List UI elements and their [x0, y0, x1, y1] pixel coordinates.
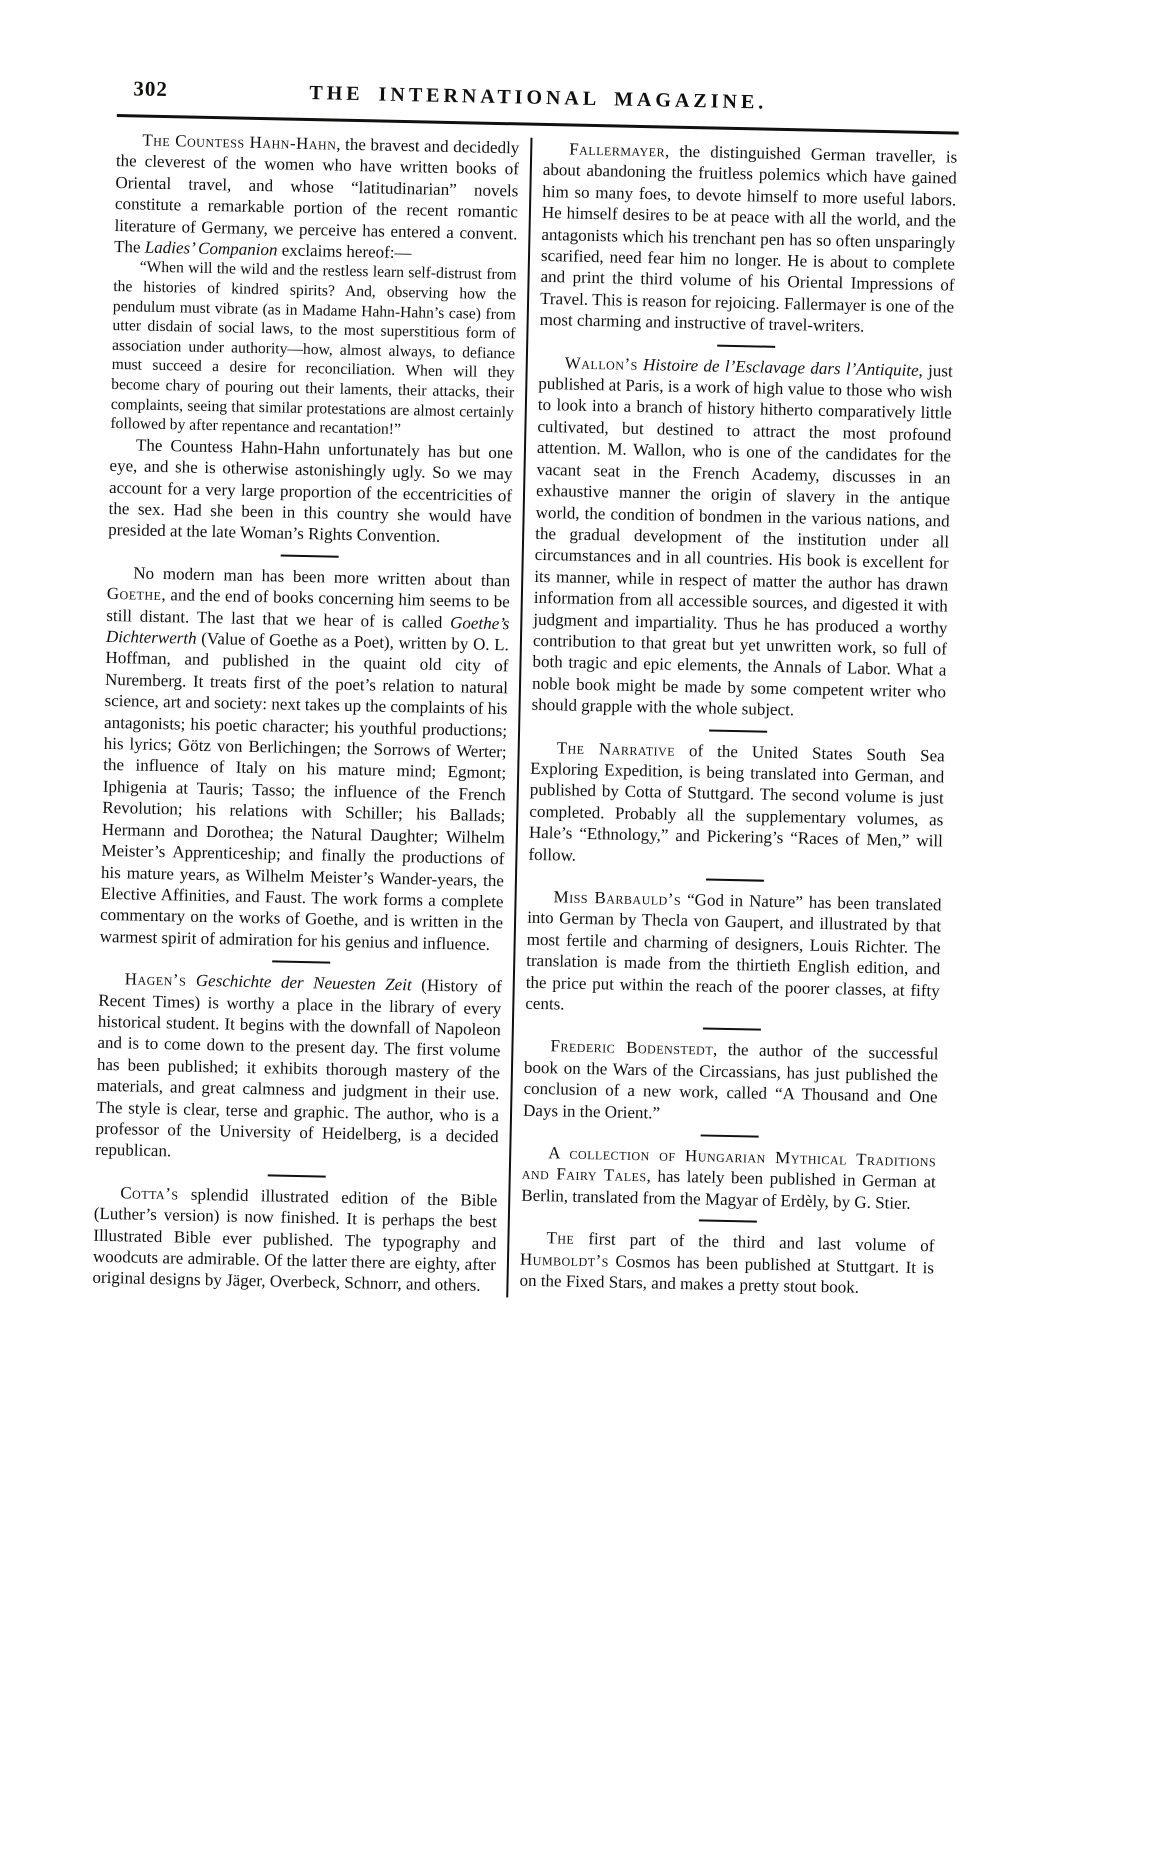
italic-title-text: Goethe’s Dichterwerth	[105, 612, 510, 648]
paragraph	[521, 1142, 936, 1215]
smallcaps-text: Frederic Bodenstedt	[550, 1036, 714, 1060]
body-text	[186, 971, 196, 990]
smallcaps-text: Cotta’s	[120, 1183, 179, 1204]
paragraph	[528, 736, 945, 873]
section-divider-rule	[701, 1135, 759, 1138]
section-divider-rule	[709, 729, 767, 732]
paragraph	[519, 1227, 934, 1300]
body-text: (Value of Goethe as a Poet), written by O. L. Hoffman, and published in the quaint old city of Nuremberg. It treats first of the poet’s relation to natural science, art and society: next takes up the complaints of his antagonists; his poetic character; his youthful productions; his lyrics; Götz von Berlichingen; the Sorrows of Werter; the influence of Italy on his mature mind; Egmont; Iphigenia at Tauris; Tasso; the influence of the French Revolution; his relations with Schiller; his Ballads; Hermann and Dorothea; the Natural Daughter; Wilhelm Meister’s Apprenticeship; and finally the productions of his mature years, as Wilhelm Meister’s Wander-years, the Elective Affinities, and Faust. The work forms a complete commentary on the works of Goethe, and is written in the warmest spirit of admiration for his genius and influence.	[99, 628, 510, 954]
paragraph	[92, 1182, 497, 1297]
two-column-body	[92, 119, 958, 1306]
body-text: The Countess Hahn-Hahn unfortunately has but one eye, and she is otherwise astonishingly ugly. So we may account for a very large proportion of the eccentricities of the sex. Had she been in this country she would have presided at the late Woman’s Rights Convention.	[108, 435, 514, 547]
paragraph	[523, 1035, 939, 1129]
smallcaps-text: A collection of Hungarian Mythical Traditions and Fairy Tales	[521, 1143, 937, 1186]
body-text: “God in Nature” has been translated into German by Thecla von Gaupert, and illustrated by that most fertile and charming of designers, Louis Richter. The translation is made from the thirtieth English edition, and the price put within the reach of the poorer classes, at fifty cents.	[525, 889, 942, 1014]
smallcaps-text: Wallon’s	[564, 353, 639, 374]
body-text: , has lately been published in German at Berlin, translated from the Magyar of Erdèly, by G. Stier.	[521, 1166, 936, 1213]
paragraph	[110, 257, 517, 442]
body-text: Cosmos has been published at Stuttgart. It is on the Fixed Stars, and makes a pretty stout book.	[519, 1251, 935, 1297]
smallcaps-text: The	[546, 1228, 575, 1249]
italic-title-text: Geschichte der Neuesten Zeit	[195, 970, 412, 995]
smallcaps-text: Humboldt’s	[519, 1249, 610, 1271]
smallcaps-text: Fallermayer	[569, 139, 666, 161]
smallcaps-text: The Narrative	[556, 737, 676, 760]
smallcaps-text: Goethe	[106, 584, 162, 605]
right-column	[519, 138, 957, 1306]
smallcaps-text: Hagen’s	[124, 969, 187, 990]
body-text: splendid illustrated edition of the Bible (Luther’s version) is now finished. It is perhaps the best Illustrated Bible ever published. The typography and woodcuts are admirable. Of the latter there are eighty, after original designs by Jäger, Overbeck, Schnorr, and others.	[92, 1184, 498, 1296]
left-column	[92, 129, 519, 1297]
paragraph	[525, 886, 942, 1023]
body-text: , and the end of books concerning him seems to be still distant. The last that we hear of is called	[106, 585, 510, 632]
section-divider-rule	[717, 344, 775, 347]
scanned-content	[92, 62, 960, 1306]
body-text: exclaims hereof:—	[277, 240, 412, 263]
section-divider-rule	[267, 1174, 325, 1177]
body-text: No modern man has been more written about than	[133, 563, 511, 591]
body-text: first part of the third and last volume of	[574, 1229, 935, 1256]
smallcaps-text: The Countess Hahn-Hahn	[142, 130, 337, 154]
section-divider-rule	[280, 554, 338, 557]
body-text: , the author of the successful book on the Wars of the Circassians, has just published the conclusion of a new work, called “A Thousand and One Days in the Orient.”	[522, 1040, 939, 1123]
body-text: of the United States South Sea Exploring Expedition, is being translated into German, and published by Cotta of Stuttgard. The second volume is just completed. Probably all the supplementary volumes, as Hale’s “Ethnology,” and Pickering’s “Races of Men,” will follow.	[528, 740, 945, 865]
paragraph	[95, 968, 502, 1169]
paragraph	[531, 352, 953, 724]
paragraph	[108, 434, 513, 549]
body-text: “When will the wild and the restless learn self-distrust from the histories of kindred spirits? And, observing how the pendulum must vibrate (as in Madame Hahn-Hahn’s case) from utter disdain of social laws, to the most superstitious form of association under authority—how, almost always, to defiance must succeed a desire for reconciliation. When will they become chary of pouring out their laments, their attacks, their complaints, seeing that similar protestations are almost certainly followed by after repentance and recantation!”	[110, 258, 517, 439]
body-text: , just published at Paris, is a work of high value to those who wish to look into a branch of history hitherto comparatively little cultivated, but destined to attract the most profound attention. M. Wallon, who is one of the candidates for the vacant seat in the French Academy, discusses in an exhaustive manner the origin of slavery in the antique world, the condition of bondmen in the various nations, and the gradual development of the institution under all circumstances and in all countries. His book is excellent for its manner, while in respect of matter the author has drawn information from all accessible sources, and digested it with judgment and impartiality. Thus he has produced a worthy contribution to that great but yet unwritten work, so full of both tragic and epic elements, the Annals of Labor. What a noble book might be made by some competent writer who should grapple with the whole subject.	[531, 360, 953, 720]
smallcaps-text: Miss Barbauld’s	[553, 887, 682, 909]
section-divider-rule	[703, 1028, 761, 1031]
page-number: 302	[133, 76, 169, 102]
body-text: (History of Recent Times) is worthy a place in the library of every historical student. It begins with the downfall of Napoleon and is to come down to the present day. The first volume has been published; it exhibits thorough mastery of the materials, and great calmness and judgment in their use. The style is clear, terse and graphic. The author, who is a professor of the University of Heidelberg, is a decided republican.	[95, 975, 502, 1161]
body-text: , the bravest and decidedly the cleverest of the women who have written books of Oriental travel, and whose “latitudinarian” novels constitute a remarkable portion of the recent romantic literature of Germany, we perceive has entered a convent. The	[113, 134, 520, 257]
page-title: THE INTERNATIONAL MAGAZINE.	[309, 82, 768, 114]
italic-title-text: Histoire de l’Esclavage dars l’Antiquite	[642, 354, 919, 380]
italic-title-text: Ladies’ Companion	[144, 237, 278, 260]
section-divider-rule	[706, 878, 764, 881]
body-text: , the distinguished German traveller, is about abandoning the fruitless polemics which have gained him so many foes, to devote himself to more useful labors. He himself desires to be at peace with all the world, and the antagonists which his trenchant pen has so often unsparingly scarified, need fear him no longer. He is about to complete and print the third volume of his Oriental Impressions of Travel. This is reason for rejoicing. Fallermayer is one of the most charming and instructive of travel-writers.	[539, 141, 958, 336]
paragraph	[539, 138, 957, 339]
paragraph	[114, 129, 520, 266]
paragraph	[99, 562, 510, 956]
section-divider-rule	[699, 1220, 757, 1223]
section-divider-rule	[272, 961, 330, 964]
